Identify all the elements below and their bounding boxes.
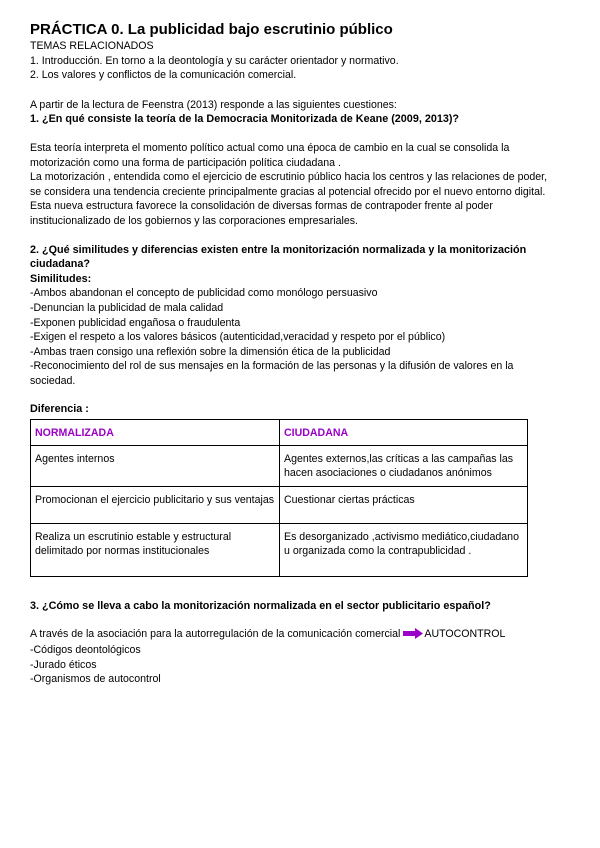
list-item: -Reconocimiento del rol de sus mensajes en la formación de las personas y la difusión de valores en la	[30, 360, 514, 373]
answer-1-line: Esta nueva estructura favorece la consolidación de diversas formas de contrapoder frente al poder	[30, 200, 493, 213]
temas-heading: TEMAS RELACIONADOS	[30, 40, 154, 52]
similitudes-list	[30, 286, 578, 388]
column-header-normalizada: NORMALIZADA	[31, 420, 280, 446]
table-row	[31, 446, 528, 487]
question-2: 2. ¿Qué similitudes y diferencias existen entre la monitorización normalizada y la monitorización ciudadana?	[30, 243, 527, 271]
column-header-ciudadana: CIUDADANA	[280, 420, 528, 446]
right-arrow-icon	[403, 628, 423, 644]
list-item: -Exponen publicidad engañosa o fraudulenta	[30, 316, 241, 329]
table-cell: Agentes externos,las críticas a las campañas las hacen asociaciones o ciudadanos anónimos	[280, 446, 528, 487]
answer-1-line: institucionalizado de los gobiernos y las corporaciones empresariales.	[30, 214, 358, 227]
table-cell: Agentes internos	[31, 446, 280, 487]
answer-1-line: se considera una tendencia creciente principalmente gracias al potencial ofrecido por el nuevo entorno digital.	[30, 185, 546, 198]
table-cell: Es desorganizado ,activismo mediático,ciudadano u organizada como la contrapublicidad .	[280, 524, 528, 577]
list-item: -Organismos de autocontrol	[30, 673, 161, 686]
answer-1-line: Esta teoría interpreta el momento político actual como una época de cambio en la cual se consolida la	[30, 141, 510, 154]
list-item: -Códigos deontológicos	[30, 644, 141, 657]
tema-item: 2. Los valores y conflictos de la comunicación comercial.	[30, 69, 297, 82]
question-1: 1. ¿En qué consiste la teoría de la Democracia Monitorizada de Keane (2009, 2013)?	[30, 113, 460, 126]
autocontrol-label: AUTOCONTROL	[424, 627, 506, 640]
question-3: 3. ¿Cómo se lleva a cabo la monitorización normalizada en el sector publicitario español?	[30, 600, 491, 613]
table-header-row	[31, 420, 528, 446]
answer-1-line: motorización como una forma de participación política ciudadana .	[30, 156, 341, 169]
list-item: -Ambos abandonan el concepto de publicidad como monólogo persuasivo	[30, 287, 378, 300]
differences-table	[30, 419, 528, 577]
list-item: -Ambas traen consigo una reflexión sobre la dimensión ética de la publicidad	[30, 345, 391, 358]
answer-1	[30, 141, 578, 229]
document-page	[30, 20, 578, 687]
page-title: PRÁCTICA 0. La publicidad bajo escrutinio público	[30, 21, 393, 38]
tema-item: 1. Introducción. En torno a la deontología y su carácter orientador y normativo.	[30, 54, 399, 67]
autocontrol-list	[30, 643, 578, 687]
list-item: sociedad.	[30, 374, 76, 387]
list-item: -Exigen el respeto a los valores básicos (autenticidad,veracidad y respeto por el público)	[30, 331, 446, 344]
list-item: -Denuncian la publicidad de mala calidad	[30, 301, 224, 314]
table-row	[31, 487, 528, 524]
list-item: -Jurado éticos	[30, 658, 97, 671]
table-row	[31, 524, 528, 577]
answer-3-text: A través de la asociación para la autorregulación de la comunicación comercial	[30, 627, 401, 640]
similitudes-label: Similitudes:	[30, 272, 92, 285]
answer-3	[30, 627, 578, 644]
table-cell: Promocionan el ejercicio publicitario y sus ventajas	[31, 487, 280, 524]
table-cell: Realiza un escrutinio estable y estructural delimitado por normas institucionales	[31, 524, 280, 577]
diferencia-label: Diferencia :	[30, 403, 89, 416]
answer-1-line: La motorización , entendida como el ejercicio de escrutinio público hacia los centros y las relaciones de poder,	[30, 171, 548, 184]
intro-text: A partir de la lectura de Feenstra (2013) responde a las siguientes cuestiones:	[30, 98, 397, 111]
table-cell: Cuestionar ciertas prácticas	[280, 487, 528, 524]
